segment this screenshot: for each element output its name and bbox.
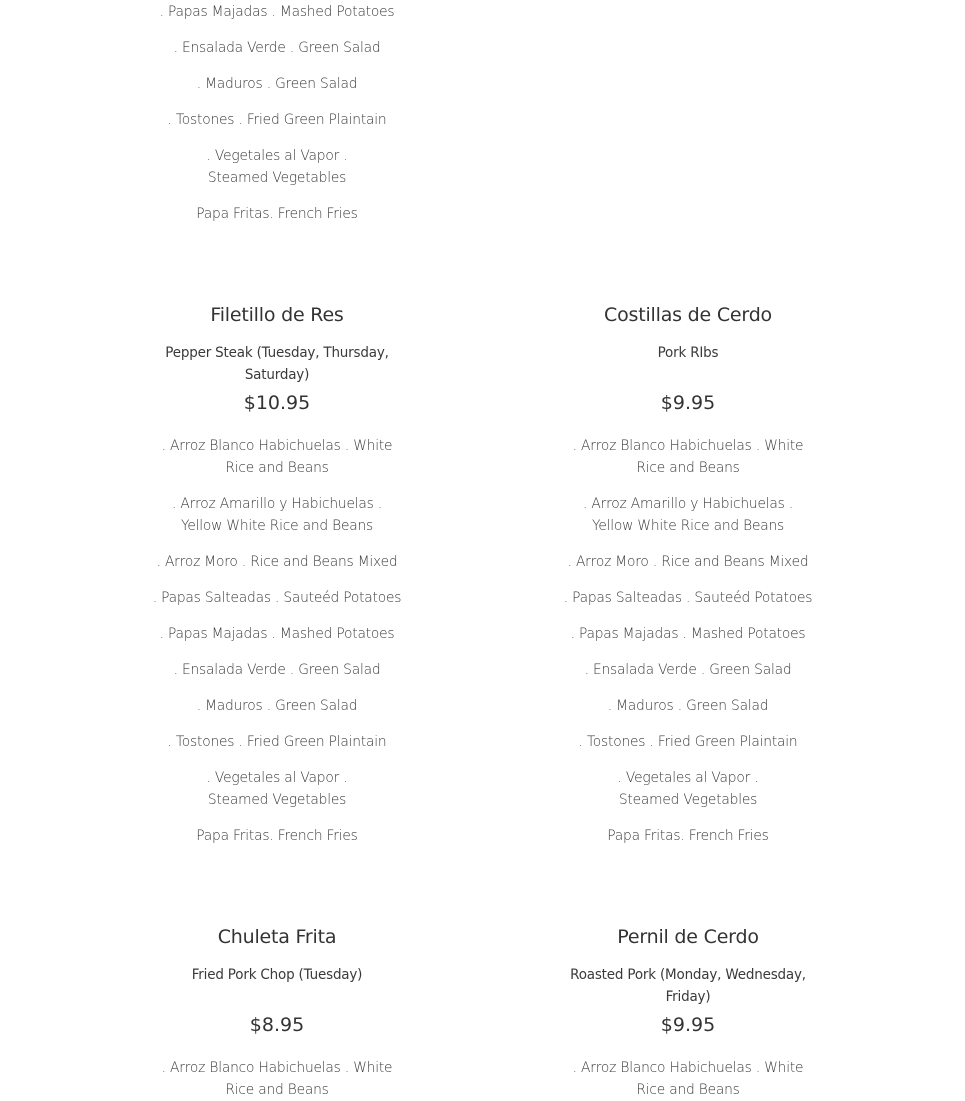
side-option: . Arroz Amarillo y Habichuelas . Yellow White Rice and Beans [171, 496, 383, 534]
side-option: . Vegetales al Vapor . Steamed Vegetables [206, 770, 348, 808]
side-option: . Tostones . Fried Green Plaintain [167, 112, 387, 128]
side-option: . Ensalada Verde . Green Salad [584, 662, 792, 678]
side-option: . Papas Majadas . Mashed Potatoes [159, 4, 395, 20]
side-option: . Papas Salteadas . Sauteéd Potatoes [152, 590, 402, 606]
dish-title: Pernil de Cerdo [617, 926, 759, 948]
side-option: . Papas Majadas . Mashed Potatoes [570, 626, 806, 642]
side-option: Papa Fritas. French Fries [196, 828, 358, 844]
dish-title: Chuleta Frita [217, 926, 337, 948]
side-option: . Papas Majadas . Mashed Potatoes [159, 626, 395, 642]
dish-description: Pork RIbs [657, 345, 719, 361]
side-option: . Arroz Moro . Rice and Beans Mixed [156, 554, 398, 570]
dish-price: $8.95 [249, 1014, 305, 1036]
dish-title: Filetillo de Res [210, 304, 344, 326]
side-option: . Arroz Amarillo y Habichuelas . Yellow White Rice and Beans [582, 496, 794, 534]
dish-description: Roasted Pork (Monday, Wednesday, Friday) [570, 967, 806, 1005]
side-option: . Ensalada Verde . Green Salad [173, 40, 381, 56]
side-option: . Arroz Blanco Habichuelas . White Rice and Beans [572, 1060, 804, 1098]
dish-price: $10.95 [243, 392, 311, 414]
side-option: Papa Fritas. French Fries [196, 206, 358, 222]
side-option: . Arroz Blanco Habichuelas . White Rice and Beans [161, 438, 393, 476]
side-option: . Maduros . Green Salad [196, 76, 358, 92]
side-option: . Papas Salteadas . Sauteéd Potatoes [563, 590, 813, 606]
side-option: . Tostones . Fried Green Plaintain [578, 734, 798, 750]
side-option: Papa Fritas. French Fries [607, 828, 769, 844]
side-option: . Arroz Blanco Habichuelas . White Rice and Beans [572, 438, 804, 476]
side-option: . Ensalada Verde . Green Salad [173, 662, 381, 678]
dish-price: $9.95 [660, 1014, 716, 1036]
side-option: . Maduros . Green Salad [196, 698, 358, 714]
side-option: . Arroz Moro . Rice and Beans Mixed [567, 554, 809, 570]
dish-description: Fried Pork Chop (Tuesday) [191, 967, 363, 983]
dish-title: Costillas de Cerdo [604, 304, 772, 326]
dish-price: $9.95 [660, 392, 716, 414]
side-option: . Vegetales al Vapor . Steamed Vegetables [206, 148, 348, 186]
dish-description: Pepper Steak (Tuesday, Thursday, Saturday) [165, 345, 389, 383]
side-option: . Vegetales al Vapor . Steamed Vegetables [617, 770, 759, 808]
side-option: . Tostones . Fried Green Plaintain [167, 734, 387, 750]
side-option: . Maduros . Green Salad [607, 698, 769, 714]
side-option: . Arroz Blanco Habichuelas . White Rice and Beans [161, 1060, 393, 1098]
